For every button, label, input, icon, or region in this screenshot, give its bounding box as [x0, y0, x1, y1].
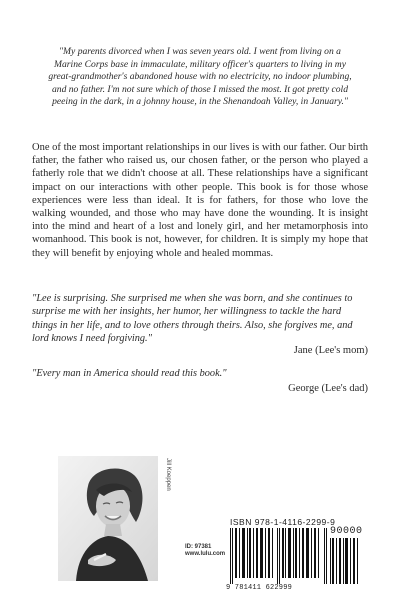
publisher-url: www.lulu.com	[185, 551, 226, 557]
isbn-barcode	[226, 516, 362, 592]
publisher-id	[185, 544, 225, 558]
photo-credit: Jill Koeppen	[165, 458, 171, 491]
publisher-id-number: ID: 97381	[185, 544, 212, 550]
book-description-paragraph: One of the most important relationships in our lives is with our father. Our birth father, the father who raised us, our chosen father, or the person who played a fatherly role that we didn't choose at all. These relationships have a significant impact on our interactions with other people. This book is for those whose experiences were less than ideal. It is for fathers, for those who love the walking wounded, and those who may have done the wounding. It is insight into the mind and heart of a lost and lonely girl, and her metamorphosis into womanhood. This book is not, however, for children. It is simply my hope that they will benefit by enjoying whole and healed mommas.	[32, 142, 368, 259]
isbn-label: ISBN 978-1-4116-2299-9	[230, 517, 336, 527]
addon-barcode-bars	[330, 538, 360, 584]
testimonial-quote-dad: "Every man in America should read this book."	[32, 368, 227, 379]
testimonial-attribution-mom: Jane (Lee's mom)	[293, 345, 368, 356]
ean-barcode-bars	[230, 528, 328, 584]
back-cover-opening-quote: "My parents divorced when I was seven years old. I went from living on a Marine Corps base in immaculate, military officer's quarters to living in my great-grandmother's abandoned house with no electricity, no indoor plumbing, and no father. I'm not sure which of those I missed the most. It got pretty cold peeing in the dark, in a johnny house, in the Shenandoah Valley, in January."	[48, 46, 352, 108]
testimonial-attribution-dad: George (Lee's dad)	[288, 383, 368, 394]
barcode-number: 9 781411 622999	[226, 584, 293, 592]
barcode-addon-number: 90000	[330, 526, 363, 537]
author-photo	[58, 456, 158, 581]
testimonial-quote-mom: "Lee is surprising. She surprised me when she was born, and she continues to surprise me with her insights, her humor, her willingness to tackle the hard things in her life, and to love others through theirs. Also, she forgives me, and lord knows I need forgiving."	[32, 293, 353, 345]
